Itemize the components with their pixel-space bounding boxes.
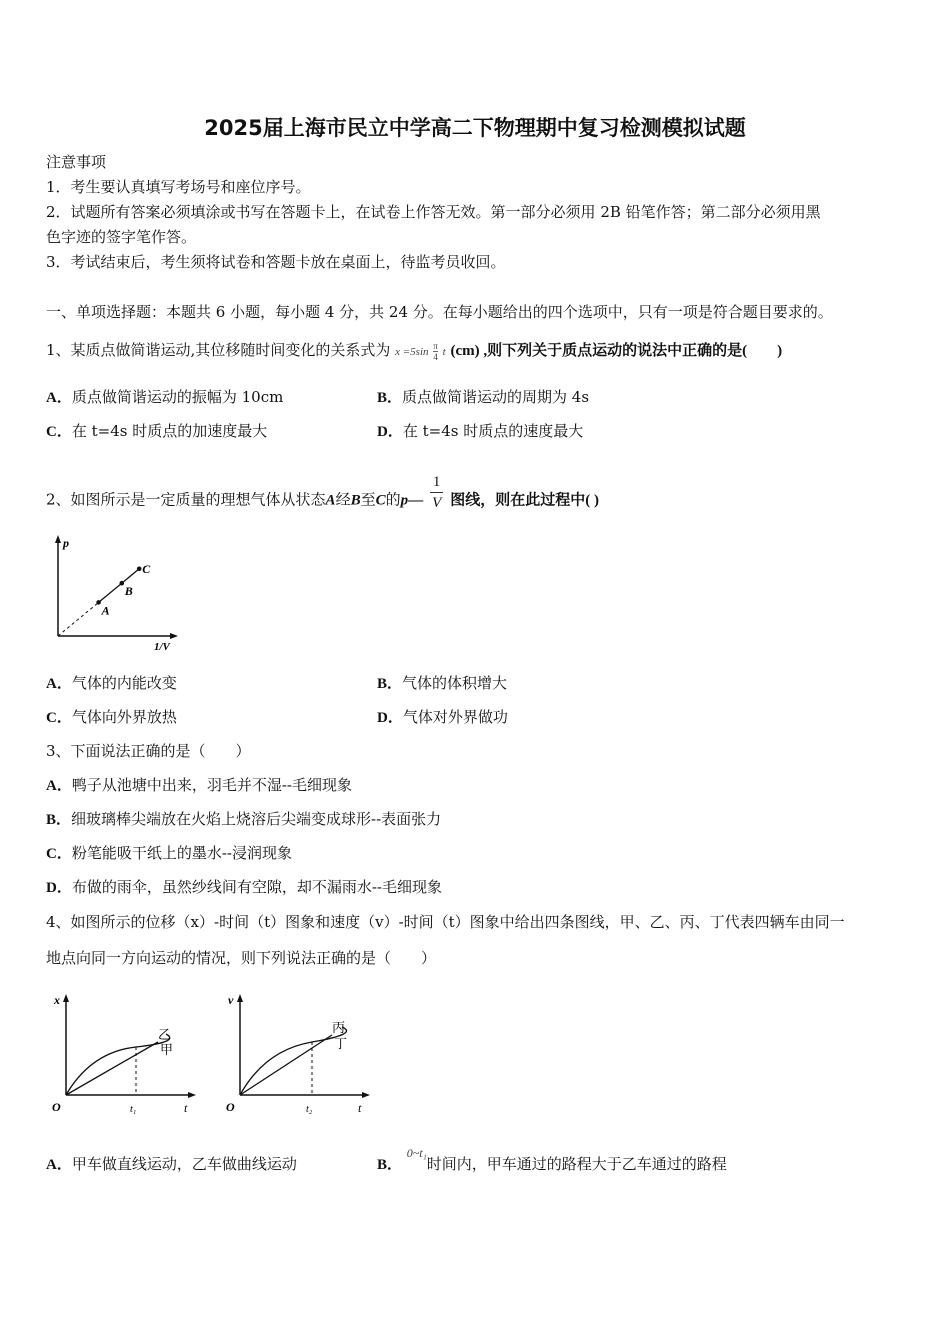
tick-label-t1: t₁ xyxy=(130,1104,137,1115)
label-ding: 丁 xyxy=(334,1036,348,1051)
notice-item-3: 3．考试结束后，考生须将试卷和答题卡放在桌面上，待监考员收回。 xyxy=(46,253,506,271)
state-point-c xyxy=(137,567,142,572)
line-jia xyxy=(66,1042,158,1095)
state-label-c: C xyxy=(142,561,151,576)
axis-label-p: p xyxy=(63,536,69,550)
tick-label-t2: t₂ xyxy=(306,1104,313,1115)
axis-label-x: x xyxy=(54,993,60,1007)
question-3-stem: 3、下面说法正确的是（ ） xyxy=(46,742,251,760)
notice-heading: 注意事项 xyxy=(46,153,107,171)
q4-option-b[interactable]: B． $^{0\sim t_1}$时间内，甲车通过的路程大于乙车通过的路程 xyxy=(377,1146,727,1173)
x-axis-arrow xyxy=(170,633,178,639)
y-axis-arrow xyxy=(55,535,61,543)
section-heading: 一、单项选择题：本题共 6 小题，每小题 4 分，共 24 分。在每小题给出的四个选项中，只有一项是符合题目要求的。 xyxy=(46,303,833,321)
axis-label-v: v xyxy=(228,993,234,1007)
state-point-a xyxy=(96,600,101,605)
q2-option-d[interactable]: D．气体对外界做功 xyxy=(377,708,508,726)
q2-option-a[interactable]: A．气体的内能改变 xyxy=(46,674,177,692)
formula-x: x =5sin xyxy=(395,346,429,358)
question-4-stem-line1: 4、如图所示的位移（x）-时间（t）图象和速度（v）-时间（t）图象中给出四条图线，甲、乙、丙、丁代表四辆车由同一 xyxy=(46,913,845,931)
origin-label: O xyxy=(226,1100,235,1114)
origin-label: O xyxy=(52,1100,61,1114)
fraction-1-over-v: $\frac{1}{V}$ xyxy=(430,472,444,513)
interval-0-t1: 0~t₁ xyxy=(406,1146,427,1160)
q1-option-b[interactable]: B．质点做简谐运动的周期为 4s xyxy=(377,388,590,406)
question-1-stem: 1、某质点做简谐运动,其位移随时间变化的关系式为 x =5sin $\frac{\pi}{4}$ t (cm) ,则下列关于质点运动的说法中正确的是( ) xyxy=(46,340,783,362)
process-line-abc xyxy=(99,569,140,603)
axis-label-t: t xyxy=(184,1101,188,1115)
question-4-stem-line2: 地点向同一方向运动的情况，则下列说法正确的是（ ） xyxy=(46,949,437,967)
y-axis-arrow xyxy=(63,994,69,1002)
line-ding xyxy=(240,1035,332,1095)
q1-option-a[interactable]: A．质点做简谐运动的振幅为 10cm xyxy=(46,388,284,406)
formula-fraction: $\frac{\pi}{4}$ xyxy=(433,340,438,362)
label-jia: 甲 xyxy=(160,1042,174,1057)
x-axis-arrow xyxy=(362,1092,370,1098)
y-axis-arrow xyxy=(237,994,243,1002)
x-t-graph xyxy=(46,990,206,1118)
x-axis-arrow xyxy=(188,1092,196,1098)
label-bing: 丙 xyxy=(332,1020,346,1035)
q1-option-d[interactable]: D．在 t=4s 时质点的速度最大 xyxy=(377,422,584,440)
notice-item-2: 2．试题所有答案必须填涂或书写在答题卡上，在试卷上作答无效。第一部分必须用 2B 铅笔作答；第二部分必须用黑 xyxy=(46,203,821,221)
p-inverse-v-graph xyxy=(46,532,186,652)
q3-option-b[interactable]: B．细玻璃棒尖端放在火焰上烧溶后尖端变成球形--表面张力 xyxy=(46,810,442,828)
q3-option-c[interactable]: C．粉笔能吸干纸上的墨水--浸润现象 xyxy=(46,844,292,862)
q3-option-d[interactable]: D．布做的雨伞，虽然纱线间有空隙，却不漏雨水--毛细现象 xyxy=(46,878,442,896)
q3-option-a[interactable]: A．鸭子从池塘中出来，羽毛并不湿--毛细现象 xyxy=(46,776,352,794)
axis-label-t: t xyxy=(358,1101,362,1115)
state-label-b: B xyxy=(124,584,133,599)
q2-option-c[interactable]: C．气体向外界放热 xyxy=(46,708,177,726)
v-t-graph xyxy=(220,990,380,1118)
label-yi: 乙 xyxy=(158,1027,172,1042)
notice-item-2-cont: 色字迹的签字笔作答。 xyxy=(46,228,197,246)
state-label-a: A xyxy=(101,603,110,618)
q1-option-c[interactable]: C．在 t=4s 时质点的加速度最大 xyxy=(46,422,268,440)
question-2-stem: 2、如图所示是一定质量的理想气体从状态A经B至C的p— $\frac{1}{V}$ 图线，则在此过程中( ) xyxy=(46,474,599,511)
extrapolation-dashed-line xyxy=(58,602,99,636)
q4-option-a[interactable]: A．甲车做直线运动，乙车做曲线运动 xyxy=(46,1155,297,1173)
state-point-b xyxy=(120,581,125,586)
axis-label-inverse-v: 1/V xyxy=(154,641,170,652)
notice-item-1: 1．考生要认真填写考场号和座位序号。 xyxy=(46,178,311,196)
page-title: 2025届上海市民立中学高二下物理期中复习检测模拟试题 xyxy=(204,116,746,140)
q2-option-b[interactable]: B．气体的体积增大 xyxy=(377,674,508,692)
